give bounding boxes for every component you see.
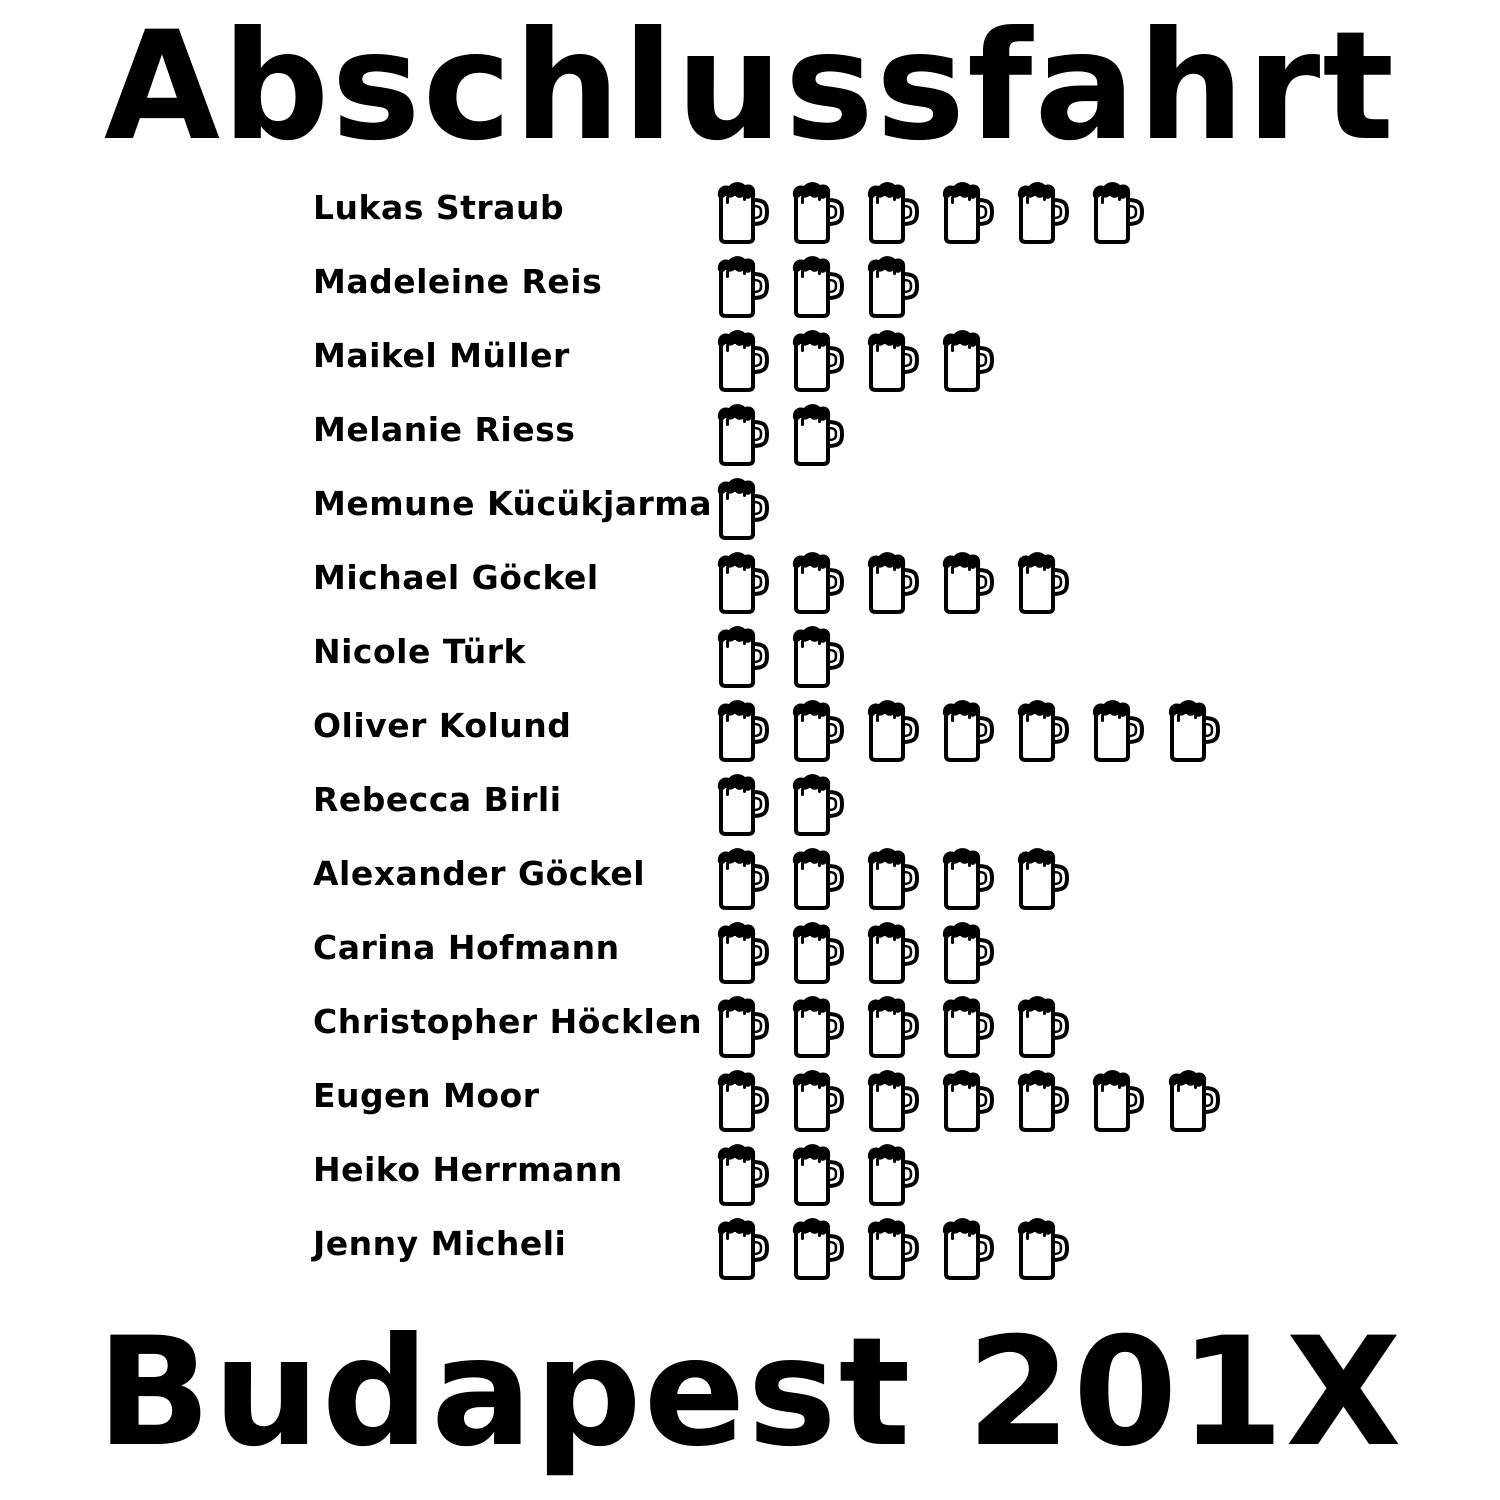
- beer-mug-icon: [865, 254, 921, 318]
- beer-mug-icon: [715, 476, 771, 540]
- beer-mug-icon: [1166, 1068, 1222, 1132]
- beer-mug-icon: [1090, 180, 1146, 244]
- beer-mug-icon: [1015, 994, 1071, 1058]
- beer-mug-icon: [790, 1216, 846, 1280]
- person-name: Nicole Türk: [313, 632, 526, 671]
- beer-mug-icon: [715, 328, 771, 392]
- beer-mug-icon: [790, 994, 846, 1058]
- beer-mug-icon: [1090, 1068, 1146, 1132]
- beer-mug-icon: [940, 698, 996, 762]
- beer-mug-icon: [790, 1142, 846, 1206]
- page-title: Abschlussfahrt: [103, 0, 1397, 174]
- mug-count: [715, 402, 860, 466]
- beer-mug-icon: [715, 1142, 771, 1206]
- roster-row: [313, 174, 1313, 248]
- roster-row: [313, 1062, 1313, 1136]
- mug-count: [715, 1068, 1236, 1132]
- beer-mug-icon: [790, 1068, 846, 1132]
- beer-mug-icon: [790, 254, 846, 318]
- person-name: Maikel Müller: [313, 336, 570, 375]
- mug-count: [715, 550, 1085, 614]
- beer-mug-icon: [715, 402, 771, 466]
- mug-count: [715, 328, 1010, 392]
- beer-mug-icon: [715, 772, 771, 836]
- beer-mug-icon: [715, 698, 771, 762]
- beer-mug-icon: [715, 1216, 771, 1280]
- beer-mug-icon: [790, 328, 846, 392]
- person-name: Lukas Straub: [313, 188, 565, 227]
- beer-mug-icon: [940, 328, 996, 392]
- person-name: Melanie Riess: [313, 410, 576, 449]
- roster-row: [313, 692, 1313, 766]
- roster-row: [313, 1210, 1313, 1284]
- beer-mug-icon: [940, 550, 996, 614]
- beer-mug-icon: [865, 328, 921, 392]
- person-name: Madeleine Reis: [313, 262, 603, 301]
- mug-count: [715, 994, 1085, 1058]
- mug-count: [715, 624, 860, 688]
- beer-mug-icon: [865, 1068, 921, 1132]
- roster-row: [313, 840, 1313, 914]
- person-name: Alexander Göckel: [313, 854, 646, 893]
- beer-mug-icon: [865, 994, 921, 1058]
- mug-count: [715, 254, 935, 318]
- roster-row: [313, 1136, 1313, 1210]
- person-name: Rebecca Birli: [313, 780, 562, 819]
- beer-mug-icon: [715, 1068, 771, 1132]
- beer-mug-icon: [865, 920, 921, 984]
- mug-count: [715, 920, 1010, 984]
- beer-mug-icon: [1015, 550, 1071, 614]
- beer-mug-icon: [790, 920, 846, 984]
- beer-mug-icon: [865, 550, 921, 614]
- mug-count: [715, 698, 1236, 762]
- beer-mug-icon: [865, 698, 921, 762]
- beer-mug-icon: [1015, 1068, 1071, 1132]
- beer-mug-icon: [790, 846, 846, 910]
- person-name: Oliver Kolund: [313, 706, 572, 745]
- beer-mug-icon: [715, 920, 771, 984]
- beer-mug-icon: [715, 550, 771, 614]
- mug-count: [715, 1216, 1085, 1280]
- beer-mug-icon: [940, 1068, 996, 1132]
- beer-mug-icon: [940, 846, 996, 910]
- roster-row: [313, 544, 1313, 618]
- beer-mug-icon: [865, 1216, 921, 1280]
- roster-row: [313, 914, 1313, 988]
- mug-count: [715, 476, 785, 540]
- beer-mug-icon: [790, 624, 846, 688]
- beer-mug-icon: [715, 180, 771, 244]
- beer-mug-icon: [865, 180, 921, 244]
- person-name: Michael Göckel: [313, 558, 599, 597]
- beer-mug-icon: [790, 402, 846, 466]
- person-name: Jenny Micheli: [313, 1224, 567, 1263]
- beer-mug-icon: [1015, 846, 1071, 910]
- roster-row: [313, 988, 1313, 1062]
- beer-mug-icon: [790, 698, 846, 762]
- beer-mug-icon: [940, 920, 996, 984]
- beer-mug-icon: [940, 1216, 996, 1280]
- roster-row: [313, 248, 1313, 322]
- beer-mug-icon: [1015, 1216, 1071, 1280]
- beer-mug-icon: [865, 1142, 921, 1206]
- beer-mug-icon: [1015, 180, 1071, 244]
- page-subtitle: Budapest 201X: [96, 1306, 1404, 1480]
- roster-row: [313, 396, 1313, 470]
- roster-row: [313, 470, 1313, 544]
- beer-mug-icon: [940, 994, 996, 1058]
- beer-mug-icon: [940, 180, 996, 244]
- beer-mug-icon: [790, 772, 846, 836]
- beer-mug-icon: [865, 846, 921, 910]
- beer-mug-icon: [715, 846, 771, 910]
- roster-row: [313, 322, 1313, 396]
- person-name: Memune Kücükjarma: [313, 484, 712, 523]
- person-name: Eugen Moor: [313, 1076, 540, 1115]
- beer-mug-icon: [715, 624, 771, 688]
- person-name: Heiko Herrmann: [313, 1150, 623, 1189]
- roster-row: [313, 766, 1313, 840]
- roster-row: [313, 618, 1313, 692]
- beer-mug-icon: [790, 180, 846, 244]
- beer-mug-icon: [1015, 698, 1071, 762]
- mug-count: [715, 772, 860, 836]
- person-name: Carina Hofmann: [313, 928, 620, 967]
- drink-roster: [313, 174, 1313, 1284]
- mug-count: [715, 1142, 935, 1206]
- beer-mug-icon: [1166, 698, 1222, 762]
- beer-mug-icon: [1090, 698, 1146, 762]
- mug-count: [715, 180, 1160, 244]
- beer-mug-icon: [715, 994, 771, 1058]
- beer-mug-icon: [790, 550, 846, 614]
- person-name: Christopher Höcklen: [313, 1002, 703, 1041]
- beer-mug-icon: [715, 254, 771, 318]
- mug-count: [715, 846, 1085, 910]
